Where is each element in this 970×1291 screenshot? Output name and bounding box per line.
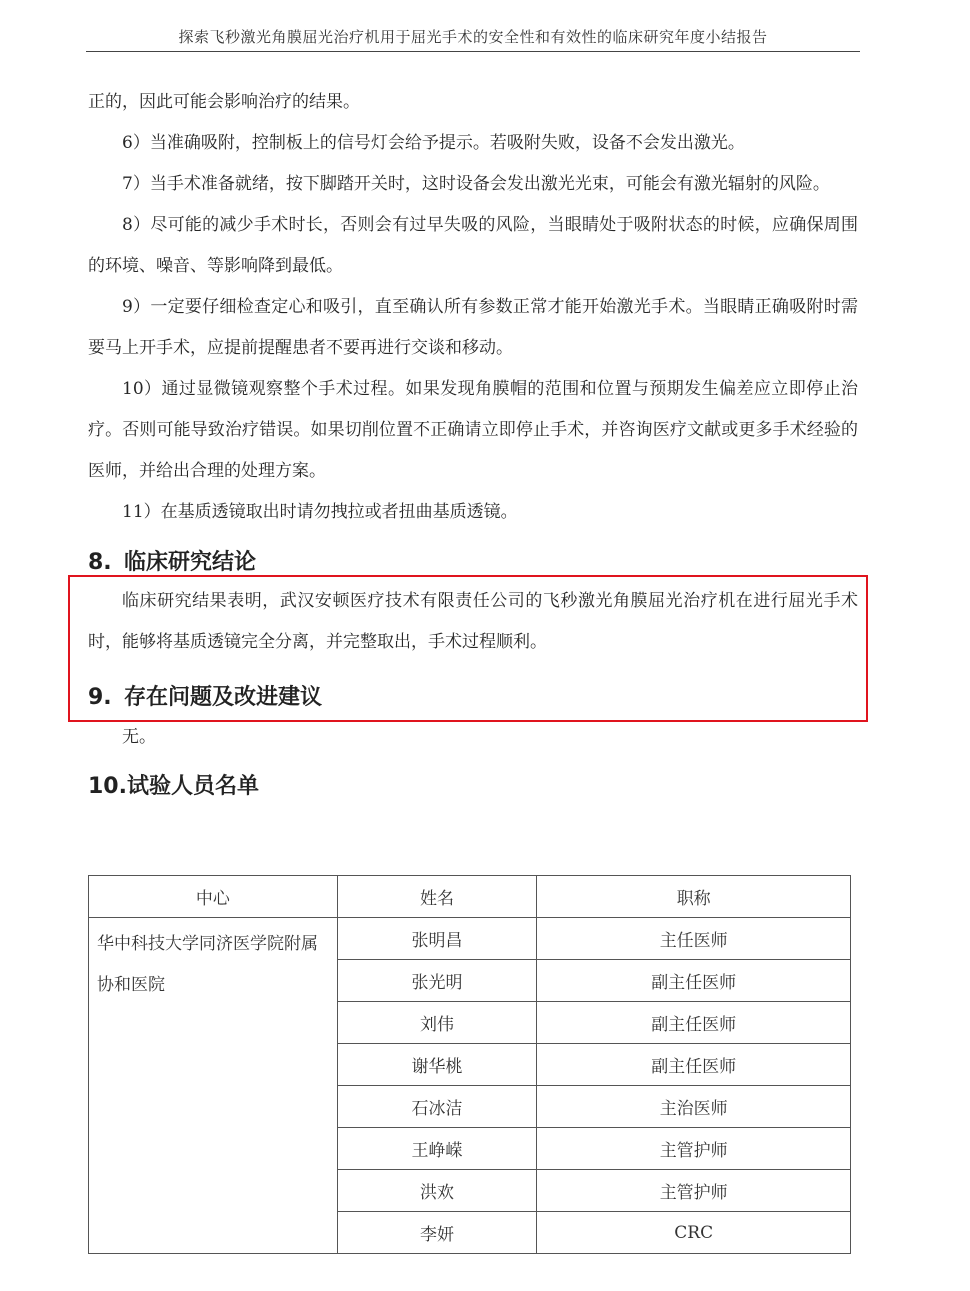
paragraph-item-11: 11）在基质透镜取出时请勿拽拉或者扭曲基质透镜。 (122, 502, 518, 522)
highlight-box (68, 575, 868, 722)
staff-title: CRC (537, 1212, 851, 1254)
table-header-row (89, 876, 851, 918)
paragraph-item-6: 6）当准确吸附，控制板上的信号灯会给予提示。若吸附失败，设备不会发出激光。 (122, 133, 745, 153)
paragraph-item-8: 8）尽可能的减少手术时长，否则会有过早失吸的风险，当眼睛处于吸附状态的时候，应确保周围的环境、噪音、等影响降到最低。 (88, 215, 858, 276)
staff-name: 刘伟 (337, 1002, 537, 1044)
section-9-body: 无。 (122, 727, 156, 747)
center-cell: 华中科技大学同济医学院附属协和医院 (89, 918, 338, 1254)
staff-title: 副主任医师 (537, 1002, 851, 1044)
page-header: 探索飞秒激光角膜屈光治疗机用于屈光手术的安全性和有效性的临床研究年度小结报告 (178, 28, 768, 46)
staff-title: 主任医师 (537, 918, 851, 960)
staff-name: 张明昌 (337, 918, 537, 960)
paragraph-item-10: 10）通过显微镜观察整个手术过程。如果发现角膜帽的范围和位置与预期发生偏差应立即停止治疗。否则可能导致治疗错误。如果切削位置不正确请立即停止手术，并咨询医疗文献或更多手术经验的医师，并给出合理的处理方案。 (88, 379, 858, 481)
header-center: 中心 (89, 876, 338, 918)
section-10-number: 10. (88, 774, 127, 799)
paragraph-item-7: 7）当手术准备就绪，按下脚踏开关时，这时设备会发出激光光束，可能会有激光辐射的风险。 (122, 174, 830, 194)
staff-title: 副主任医师 (537, 960, 851, 1002)
staff-name: 谢华桃 (337, 1044, 537, 1086)
staff-title: 副主任医师 (537, 1044, 851, 1086)
header-name: 姓名 (337, 876, 537, 918)
staff-name: 张光明 (337, 960, 537, 1002)
section-10-title: 试验人员名单 (126, 774, 259, 799)
staff-title: 主治医师 (537, 1086, 851, 1128)
section-10-heading (88, 768, 858, 806)
staff-title: 主管护师 (537, 1170, 851, 1212)
paragraph-continuation: 正的，因此可能会影响治疗的结果。 (88, 92, 360, 112)
staff-title: 主管护师 (537, 1128, 851, 1170)
staff-name: 李妍 (337, 1212, 537, 1254)
staff-name: 洪欢 (337, 1170, 537, 1212)
staff-name: 石冰洁 (337, 1086, 537, 1128)
table-row (89, 918, 851, 960)
section-9-title: 存在问题及改进建议 (124, 685, 323, 710)
paragraph-item-9: 9）一定要仔细检查定心和吸引，直至确认所有参数正常才能开始激光手术。当眼睛正确吸附时需要马上开手术，应提前提醒患者不要再进行交谈和移动。 (88, 297, 858, 358)
staff-name: 王峥嵘 (337, 1128, 537, 1170)
header-title: 职称 (537, 876, 851, 918)
section-9-number: 9. (88, 685, 112, 710)
header-rule (86, 51, 860, 52)
section-8-number: 8. (88, 550, 112, 575)
section-8-title: 临床研究结论 (124, 550, 257, 575)
section-8-body: 临床研究结果表明，武汉安顿医疗技术有限责任公司的飞秒激光角膜屈光治疗机在进行屈光手术时，能够将基质透镜完全分离，并完整取出，手术过程顺利。 (88, 591, 858, 652)
staff-table (88, 875, 851, 1254)
